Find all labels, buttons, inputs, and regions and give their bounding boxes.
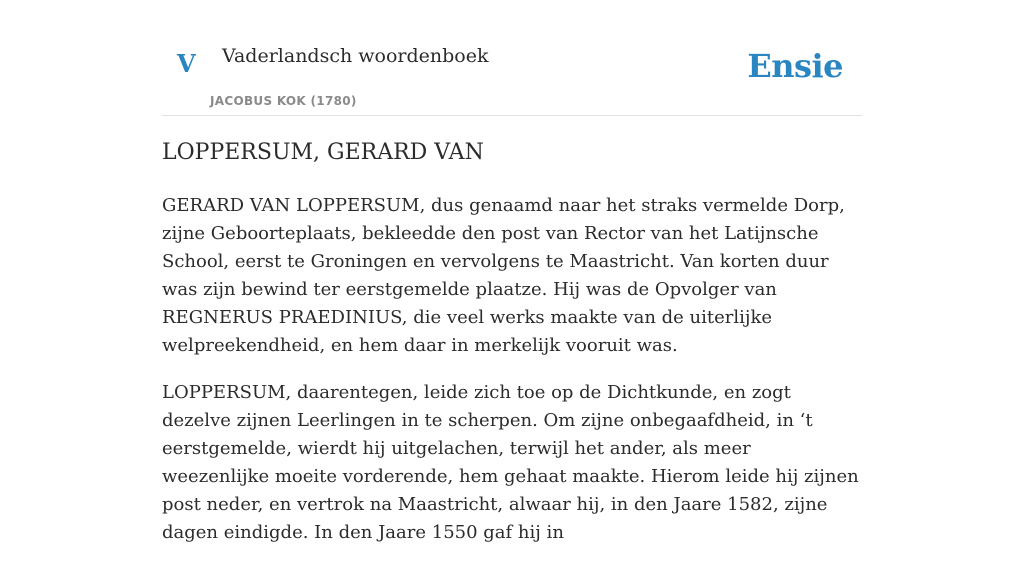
book-title-link[interactable]: Vaderlandsch woordenboek <box>222 45 489 67</box>
page-header <box>162 0 862 116</box>
entry-paragraph: GERARD VAN LOPPERSUM, dus genaamd naar het straks vermelde Dorp, zijne Geboorteplaats, bekleedde den post van Rector van het Latijnsche School, eerst te Groningen en vervolgens te Maastricht. Van korten duur was zijn bewind ter eerstgemelde plaatze. Hij was de Opvolger van REGNERUS PRAEDINIUS, die veel werks maakte van de uiterlijke welpreekendheid, en hem daar in merkelijk vooruit was. <box>162 195 845 356</box>
book-letter-icon[interactable]: V <box>177 49 196 78</box>
content-container <box>162 0 862 543</box>
entry-title: LOPPERSUM, GERARD VAN <box>162 140 484 165</box>
book-author: JACOBUS KOK (1780) <box>210 94 357 108</box>
site-logo-link[interactable]: Ensie <box>747 47 843 85</box>
entry-body <box>162 192 862 566</box>
entry-paragraph: LOPPERSUM, daarentegen, leide zich toe op de Dichtkunde, en zogt dezelve zijnen Leerlingen in te scherpen. Om zijne onbegaafdheid, in ‘t eerstgemelde, wierdt hij uitgelachen, terwijl het ander, als meer weezenlijke moeite vorderende, hem gehaat maakte. Hierom leide hij zijnen post neder, en vertrok na Maastricht, alwaar hij, in den Jaare 1582, zijne dagen eindigde. In den Jaare 1550 gaf hij in <box>162 382 859 543</box>
